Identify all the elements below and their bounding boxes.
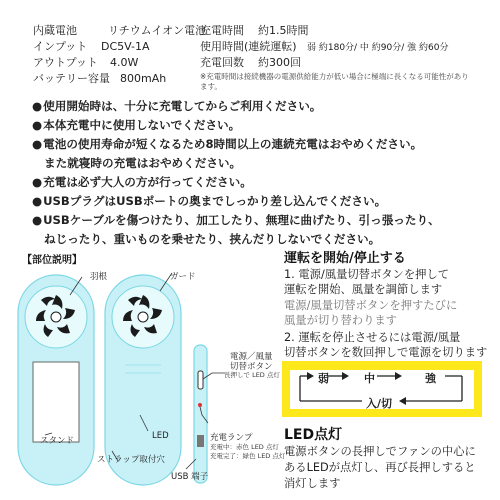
spec-value-capacity: 800mAh (120, 72, 167, 85)
led-line1: 電源ボタンの長押しでファンの中心に (284, 445, 476, 458)
spec-label-charge-time: 充電時間 (200, 24, 244, 37)
parts-title: 【部位説明】 (22, 255, 82, 266)
label-usb-port: USB 端子 (171, 472, 209, 482)
label-led: LED (152, 431, 169, 441)
flow-mid: 中 (364, 372, 375, 385)
spec-value-output: 4.0W (110, 56, 139, 69)
step1-line1: 1. 電源/風量切替ボタンを押して (284, 268, 450, 281)
led-line3: 消灯します (284, 477, 341, 490)
spec-label-use-time: 使用時間(連続運転) (200, 40, 297, 53)
label-strap-hole: ストラップ取付穴 (97, 455, 165, 465)
flow-weak: 弱 (318, 372, 329, 385)
label-blade: 羽根 (90, 272, 108, 282)
flow-off: 入/切 (366, 397, 393, 410)
spec-value-charge-count: 約300回 (258, 56, 301, 69)
caution-item: ● 本体充電中に使用しないでください。 (32, 116, 472, 135)
fan-back-view (18, 275, 94, 485)
caution-item: ● USBケーブルを傷つけたり、加工したり、無理に曲げたり、引っ張ったり、 (32, 211, 472, 230)
caution-item: ● USBプラグはUSBポートの奥までしっかり差し込んでください。 (32, 192, 472, 211)
label-power-button-1: 電源／風量 (230, 352, 273, 362)
caution-item-cont: ねじったり、重いものを乗せたり、挟んだりしないでください。 (44, 232, 381, 246)
step1-line3: 電源/風量切替ボタンを押すたびに (284, 299, 458, 312)
label-power-button-3: 長押しで LED 点灯 (224, 371, 280, 379)
step1-line2: 運転を開始、風量を調節します (284, 283, 443, 296)
step1-line4: 風量が切り替わります (284, 314, 397, 327)
label-guard: ガード (170, 272, 196, 282)
led-line2: あるLEDが点灯し、再び長押しすると (284, 461, 476, 474)
spec-label-capacity: バッテリー容量 (33, 72, 110, 85)
label-power-button-2: 切替ボタン (230, 362, 273, 372)
spec-label-battery: 内蔵電池 (33, 24, 77, 37)
label-charge-lamp-green: 充電完了：緑色 LED 点灯 (210, 452, 286, 460)
label-stand: スタンド (40, 436, 75, 446)
fan-side-view (194, 345, 207, 483)
caution-list (32, 97, 472, 249)
spec-value-use-time: 弱 約180分/ 中 約90分/ 強 約60分 (307, 43, 449, 53)
spec-note: ※充電時間は接続機器の電源供給能力が低い場合に極端に長くなる可能性があります。 (200, 72, 469, 91)
flow-strong: 強 (425, 372, 436, 385)
caution-item: ● 電池の使用寿命が短くなるため8時間以上の連続充電はおやめください。 (32, 135, 472, 154)
spec-value-input: DC5V-1A (101, 40, 150, 53)
step2-line1: 2. 運転を停止させるには電源/風量 (284, 331, 461, 344)
spec-label-output: アウトプット (33, 56, 98, 69)
heading-led: LED点灯 (284, 427, 343, 443)
spec-label-input: インプット (33, 40, 88, 53)
spec-value-charge-time: 約1.5時間 (258, 24, 309, 37)
caution-item-cont: また就寝時の充電はおやめください。 (44, 156, 242, 170)
step2-line2: 切替ボタンを数回押しで電源を切ります (284, 346, 488, 359)
caution-item: ● 使用開始時は、十分に充電してからご利用ください。 (32, 97, 472, 116)
label-charge-lamp-red: 充電中：赤色 LED 点灯 (210, 443, 279, 451)
spec-value-battery: リチウムイオン電池 (108, 24, 207, 37)
caution-item: ● 充電は必ず大人の方が行ってください。 (32, 173, 472, 192)
label-charge-lamp: 充電ランプ (210, 433, 253, 443)
spec-label-charge-count: 充電回数 (200, 56, 244, 69)
heading-start-stop: 運転を開始/停止する (284, 251, 406, 266)
